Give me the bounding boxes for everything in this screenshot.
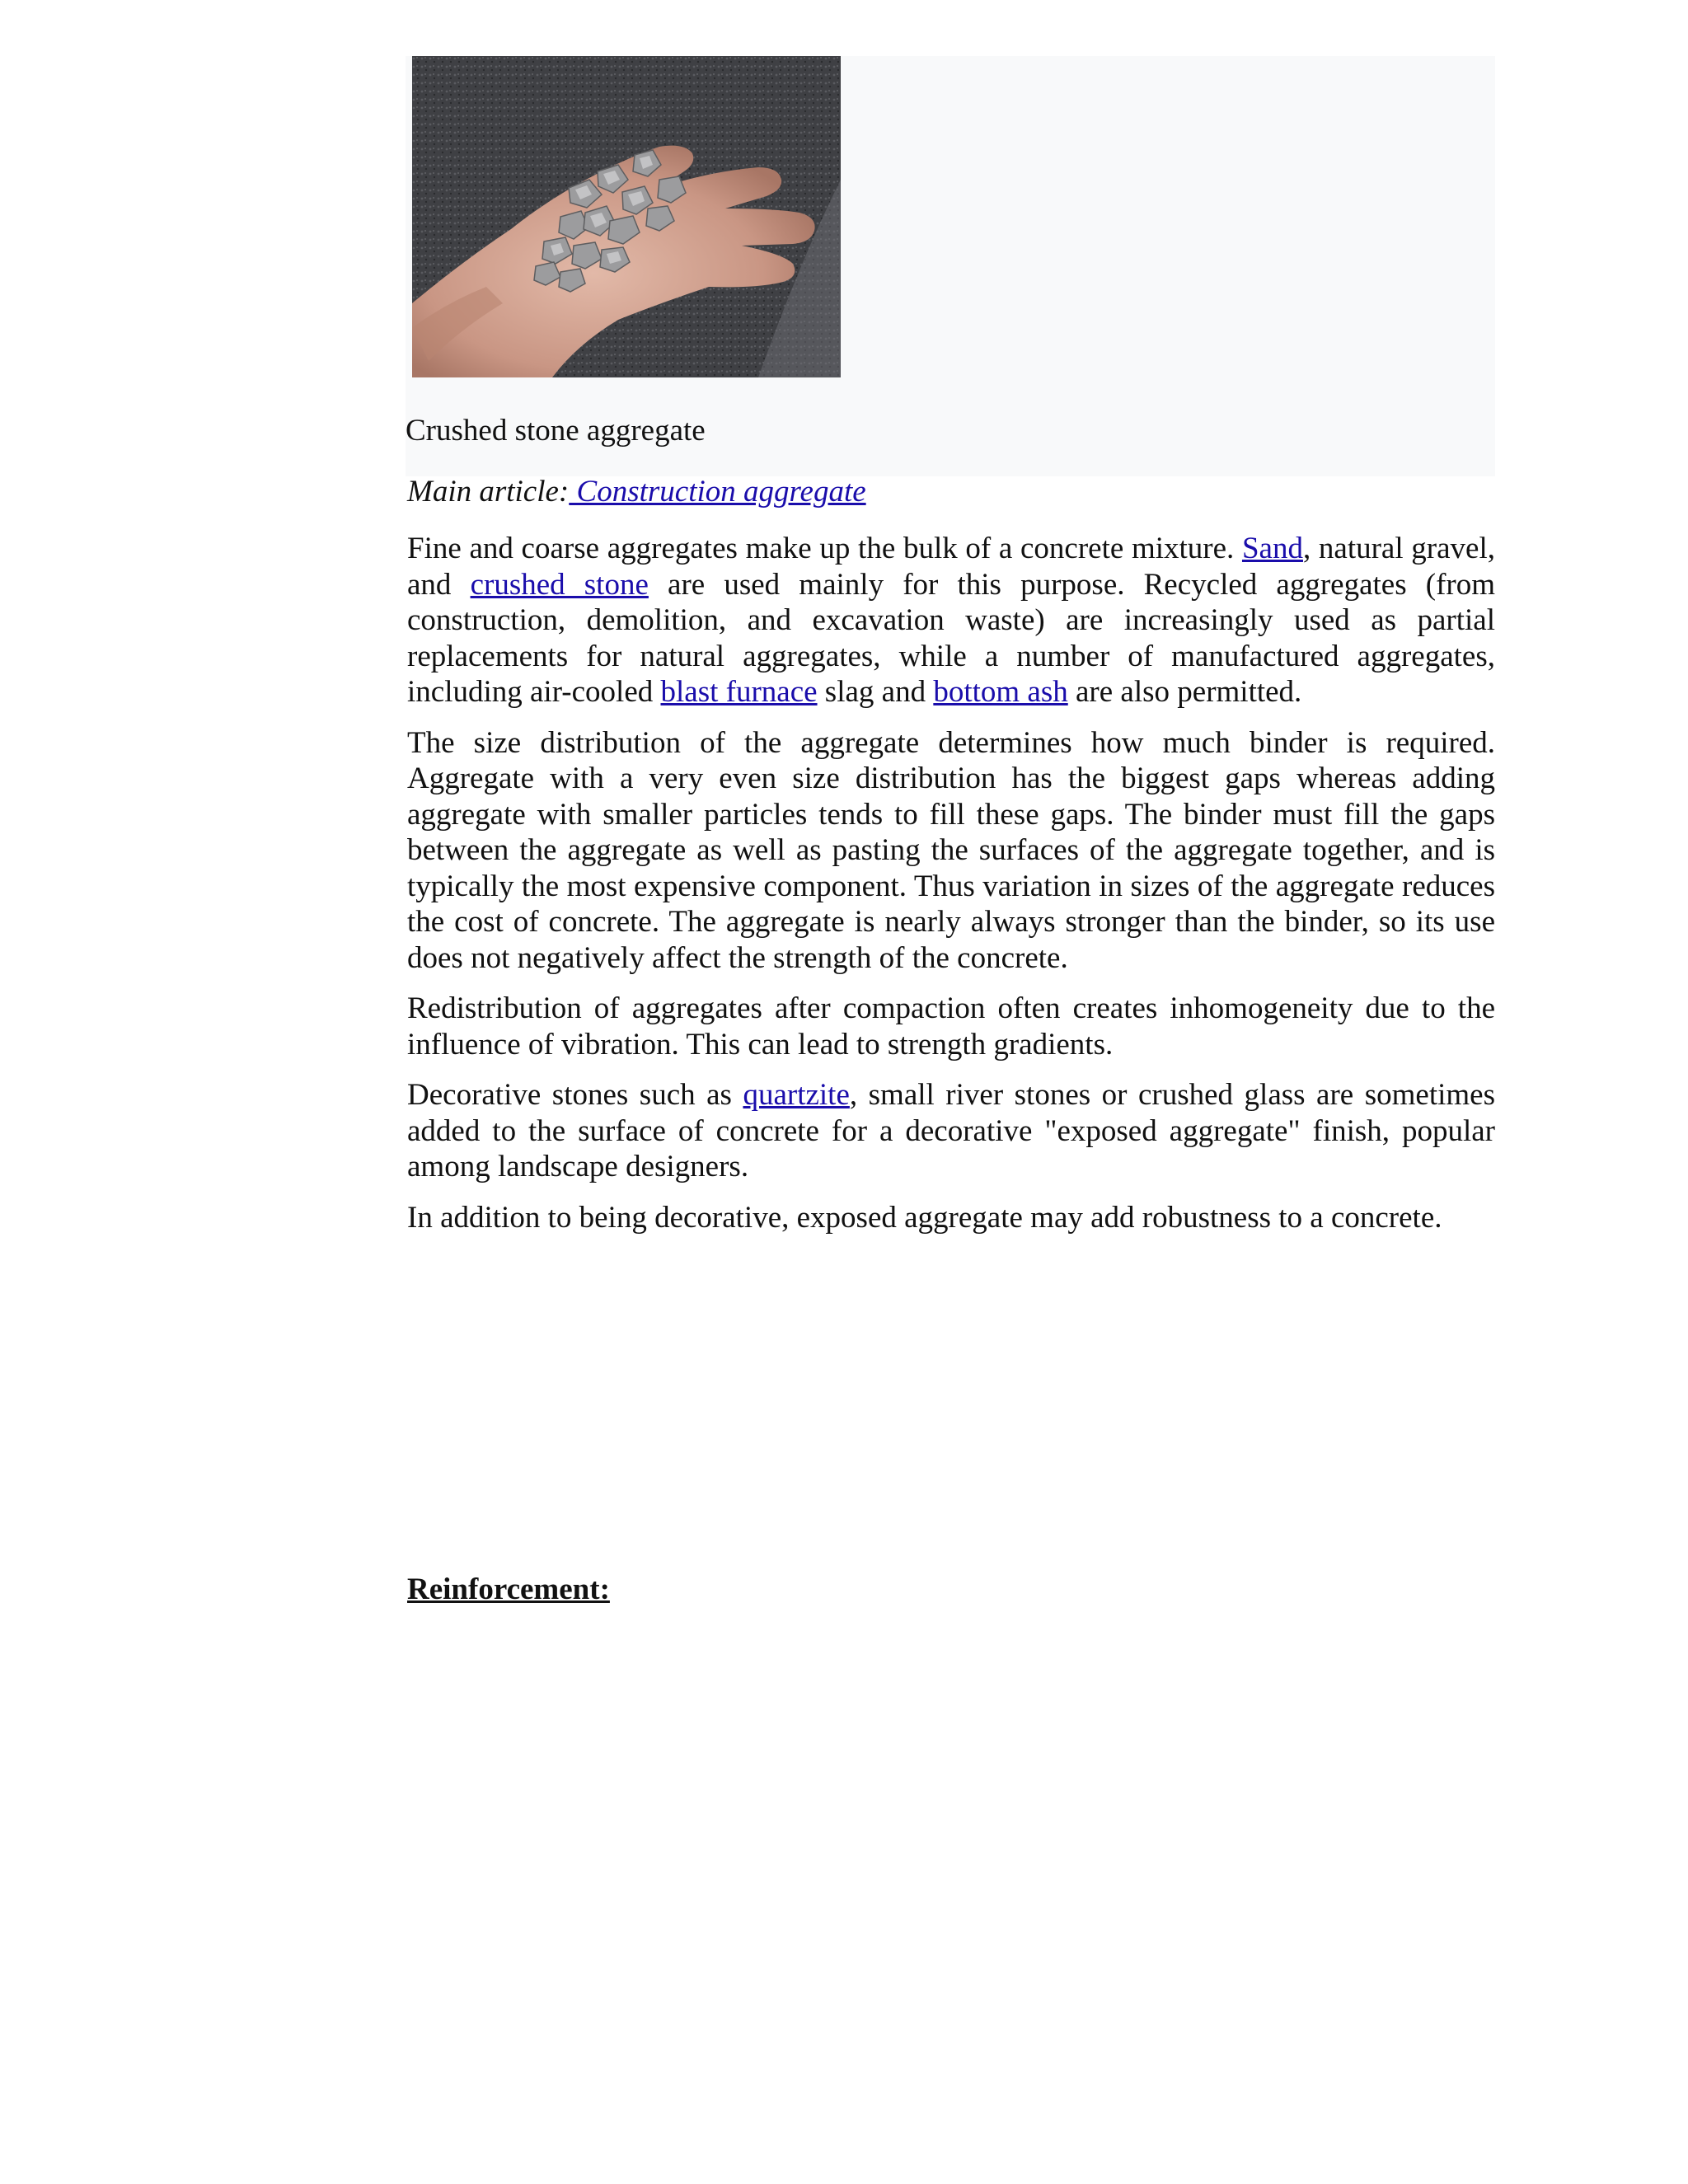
- sand-link[interactable]: Sand: [1241, 532, 1303, 565]
- blast-furnace-link[interactable]: blast furnace: [660, 675, 818, 709]
- paragraph-robustness: In addition to being decorative, exposed aggregate may add robustness to a concrete.: [407, 1200, 1442, 1235]
- paragraph-size-distribution: The size distribution of the aggregate determines how much binder is required. Aggregate with a very even size distribution has the biggest gaps whereas adding aggregate with smaller particles tends to fill these gaps. The binder must fill the gaps between the aggregate as well as pasting the surfaces of the aggregate together, and is typically the most expensive component. Thus variation in sizes of the aggregate reduces the cost of concrete. The aggregate is nearly always stronger than the binder, so its use does not negatively affect the strength of the concrete.: [407, 725, 1495, 975]
- paragraph-text: Decorative stones such as: [407, 1078, 743, 1112]
- main-article-note: [407, 473, 866, 511]
- crushed-stone-photo: [412, 56, 841, 377]
- article-body: [407, 531, 1495, 1250]
- figure-caption: Crushed stone aggregate: [406, 414, 706, 448]
- quartzite-link[interactable]: quartzite: [743, 1078, 850, 1112]
- main-article-label: Main article:: [407, 475, 570, 509]
- paragraph-text: are used mainly for this purpose. Recycled aggregates (from construction, demolition, and excavation waste) are increasingly used as partial replacements for natural aggregates, while a number of manufactured aggregates, including air-cooled: [407, 567, 1495, 709]
- reinforcement-heading: Reinforcement:: [407, 1572, 610, 1606]
- paragraph-text: are also permitted.: [1067, 675, 1302, 709]
- figure-box: [406, 56, 1495, 476]
- bottom-ash-link[interactable]: bottom ash: [933, 675, 1068, 709]
- paragraph-redistribution: Redistribution of aggregates after compaction often creates inhomogeneity due to the influence of vibration. This can lead to strength gradients.: [407, 991, 1495, 1062]
- paragraph-aggregates: [407, 531, 1495, 710]
- paragraph-text: Fine and coarse aggregates make up the bulk of a concrete mixture.: [407, 532, 1242, 565]
- paragraph-text: , small river stones or crushed glass are sometimes added to the surface of concrete for a decorative "exposed aggregate" finish, popular among landscape designers.: [407, 1078, 1495, 1183]
- paragraph-text: slag and: [817, 675, 934, 709]
- paragraph-text: , natural gravel, and: [407, 532, 1495, 602]
- crushed-stone-link[interactable]: crushed stone: [470, 567, 649, 602]
- construction-aggregate-link[interactable]: Construction aggregate: [569, 475, 866, 509]
- paragraph-decorative-stones: [407, 1077, 1495, 1185]
